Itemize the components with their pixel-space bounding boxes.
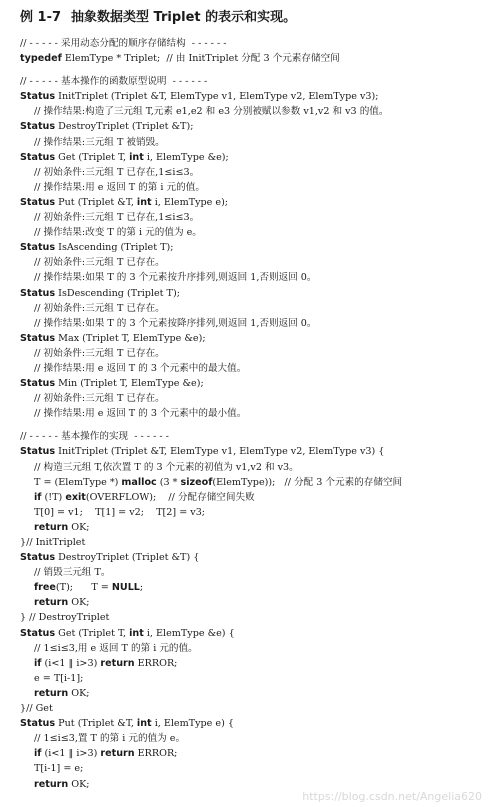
code-text: // - - - - - 基本操作的函数原型说明 - - - - - -: [20, 76, 208, 88]
code-text: i, ElemType &e) {: [143, 627, 235, 639]
code-text: Put (Triplet &T,: [55, 718, 137, 730]
keyword: Status: [20, 242, 56, 254]
code-line: [20, 761, 484, 776]
keyword: if: [34, 491, 42, 503]
keyword: typedef: [20, 53, 62, 65]
code-text: } // DestroyTriplet: [20, 612, 110, 624]
code-line: [20, 505, 484, 520]
code-text: ERROR;: [134, 748, 178, 760]
code-text: // 构造三元组 T,依次置 T 的 3 个元素的初值为 v1,v2 和 v3。: [34, 461, 299, 473]
keyword: Status: [20, 627, 56, 639]
code-line: [20, 74, 484, 89]
keyword: Status: [20, 287, 56, 299]
code-line: [20, 550, 484, 565]
keyword: int: [136, 196, 152, 208]
code-line: [20, 641, 484, 656]
code-line: [20, 520, 484, 535]
code-line: [20, 595, 484, 610]
code-line: [20, 301, 484, 316]
code-line: [20, 671, 484, 686]
code-text: // 1≤i≤3,置 T 的第 i 元的值为 e。: [34, 733, 186, 745]
code-line: [20, 119, 484, 134]
code-text: (i<1 ‖ i>3): [41, 657, 101, 669]
code-text: // 操作结果:如果 T 的 3 个元素按降序排列,则返回 1,否则返回 0。: [34, 317, 317, 329]
keyword: return: [100, 748, 135, 760]
code-text: T[i-1] = e;: [34, 763, 84, 775]
code-line: [20, 535, 484, 550]
keyword: return: [100, 657, 135, 669]
code-text: Min (Triplet T, ElemType &e);: [55, 378, 204, 390]
keyword: if: [34, 657, 42, 669]
code-text: (i<1 ‖ i>3): [41, 748, 101, 760]
code-text: Put (Triplet &T,: [55, 196, 137, 208]
keyword: malloc: [121, 476, 157, 488]
code-line: [20, 361, 484, 376]
code-line: [20, 286, 484, 301]
code-line: [20, 255, 484, 270]
code-line: [20, 210, 484, 225]
code-text: ElemType * Triplet; // 由 InitTriplet 分配 3 个元素存储空间: [61, 53, 340, 65]
code-text: Get (Triplet T,: [55, 627, 130, 639]
keyword: return: [34, 778, 69, 790]
code-text: Max (Triplet T, ElemType &e);: [55, 332, 206, 344]
code-text: Get (Triplet T,: [55, 151, 130, 163]
code-line: [20, 51, 484, 66]
keyword: return: [34, 597, 69, 609]
keyword: Status: [20, 91, 56, 103]
code-line: [20, 165, 484, 180]
code-text: DestroyTriplet (Triplet &T) {: [55, 552, 200, 564]
code-text: (!T): [41, 491, 66, 503]
code-text: InitTriplet (Triplet &T, ElemType v1, ElemType v2, ElemType v3);: [55, 91, 379, 103]
code-line: [20, 406, 484, 421]
code-line: [20, 36, 484, 51]
code-line: [20, 346, 484, 361]
code-text: // 操作结果:构造了三元组 T,元素 e1,e2 和 e3 分别被赋以参数 v1,v2 和 v3 的值。: [34, 106, 389, 118]
code-text: // 操作结果:用 e 返回 T 的第 i 元的值。: [34, 181, 205, 193]
keyword: exit: [65, 491, 86, 503]
code-text: OK;: [68, 687, 90, 699]
code-text: i, ElemType e);: [151, 196, 229, 208]
code-text: DestroyTriplet (Triplet &T);: [55, 121, 194, 133]
code-text: ERROR;: [134, 657, 178, 669]
example-title-text: 抽象数据类型 Triplet 的表示和实现。: [71, 10, 297, 25]
code-line: [20, 104, 484, 119]
keyword: int: [136, 718, 152, 730]
code-text: OK;: [68, 521, 90, 533]
code-line: [20, 240, 484, 255]
code-line: [20, 376, 484, 391]
keyword: int: [129, 627, 144, 639]
code-text: i, ElemType e) {: [151, 718, 234, 730]
keyword: Status: [20, 552, 56, 564]
code-line: [20, 429, 484, 444]
code-text: // 初始条件:三元组 T 已存在。: [34, 393, 165, 405]
code-text: OK;: [68, 778, 90, 790]
code-line: [20, 716, 484, 731]
code-listing: [20, 36, 484, 792]
code-line: [20, 180, 484, 195]
code-text: i, ElemType &e);: [143, 151, 229, 163]
code-text: // 操作结果:改变 T 的第 i 元的值为 e。: [34, 227, 202, 239]
code-text: OK;: [68, 597, 90, 609]
code-line: [20, 686, 484, 701]
code-text: (ElemType)); // 分配 3 个元素的存储空间: [212, 476, 403, 488]
code-text: (T); T =: [55, 582, 112, 594]
keyword: return: [34, 521, 69, 533]
keyword: free: [34, 582, 56, 594]
code-line: [20, 444, 484, 459]
keyword: Status: [20, 718, 56, 730]
code-text: // 操作结果:用 e 返回 T 的 3 个元素中的最小值。: [34, 408, 247, 420]
keyword: Status: [20, 332, 56, 344]
code-text: // 操作结果:用 e 返回 T 的 3 个元素中的最大值。: [34, 362, 247, 374]
code-line: [20, 89, 484, 104]
code-text: T = (ElemType *): [34, 476, 122, 488]
code-line: [20, 150, 484, 165]
code-line: [20, 225, 484, 240]
code-line: [20, 746, 484, 761]
code-text: // 初始条件:三元组 T 已存在。: [34, 347, 165, 359]
code-line: [20, 195, 484, 210]
code-text: (OVERFLOW); // 分配存储空间失败: [85, 491, 255, 503]
code-line: [20, 580, 484, 595]
code-text: // 初始条件:三元组 T 已存在,1≤i≤3。: [34, 166, 200, 178]
example-title: [20, 6, 296, 25]
code-line: [20, 331, 484, 346]
code-text: T[0] = v1; T[1] = v2; T[2] = v3;: [34, 506, 206, 518]
code-text: // 操作结果:三元组 T 被销毁。: [34, 136, 165, 148]
code-text: ;: [139, 582, 144, 594]
code-line: [20, 391, 484, 406]
blank-line: [20, 421, 484, 429]
keyword: Status: [20, 151, 56, 163]
keyword: NULL: [111, 582, 140, 594]
code-line: [20, 565, 484, 580]
code-text: // 1≤i≤3,用 e 返回 T 的第 i 元的值。: [34, 642, 198, 654]
code-line: [20, 610, 484, 625]
code-text: // 初始条件:三元组 T 已存在。: [34, 257, 165, 269]
code-line: [20, 135, 484, 150]
code-text: // - - - - - 基本操作的实现 - - - - - -: [20, 431, 169, 443]
blank-line: [20, 66, 484, 74]
code-text: IsAscending (Triplet T);: [55, 242, 174, 254]
code-line: [20, 626, 484, 641]
code-text: e = T[i-1];: [34, 672, 84, 684]
code-line: [20, 316, 484, 331]
code-text: }// InitTriplet: [20, 537, 86, 548]
keyword: Status: [20, 196, 56, 208]
keyword: Status: [20, 446, 56, 458]
blog-watermark: https://blog.csdn.net/Angelia620: [302, 790, 482, 803]
code-text: // 操作结果:如果 T 的 3 个元素按升序排列,则返回 1,否则返回 0。: [34, 272, 317, 284]
keyword: sizeof: [180, 476, 213, 488]
code-text: InitTriplet (Triplet &T, ElemType v1, ElemType v2, ElemType v3) {: [55, 446, 385, 458]
keyword: Status: [20, 378, 56, 390]
code-text: // 初始条件:三元组 T 已存在,1≤i≤3。: [34, 212, 200, 224]
code-line: [20, 460, 484, 475]
code-text: IsDescending (Triplet T);: [55, 287, 180, 299]
code-line: [20, 490, 484, 505]
code-line: [20, 731, 484, 746]
code-text: // 初始条件:三元组 T 已存在。: [34, 302, 165, 314]
keyword: Status: [20, 121, 56, 133]
example-number: 例 1-7: [20, 10, 62, 25]
code-line: [20, 701, 484, 716]
code-text: (3 *: [156, 476, 181, 488]
keyword: return: [34, 687, 69, 699]
code-line: [20, 475, 484, 490]
code-line: [20, 270, 484, 285]
code-line: [20, 656, 484, 671]
code-text: // 销毁三元组 T。: [34, 567, 111, 579]
keyword: if: [34, 748, 42, 760]
code-text: // - - - - - 采用动态分配的顺序存储结构 - - - - - -: [20, 38, 227, 49]
code-text: }// Get: [20, 703, 53, 715]
keyword: int: [129, 151, 144, 163]
